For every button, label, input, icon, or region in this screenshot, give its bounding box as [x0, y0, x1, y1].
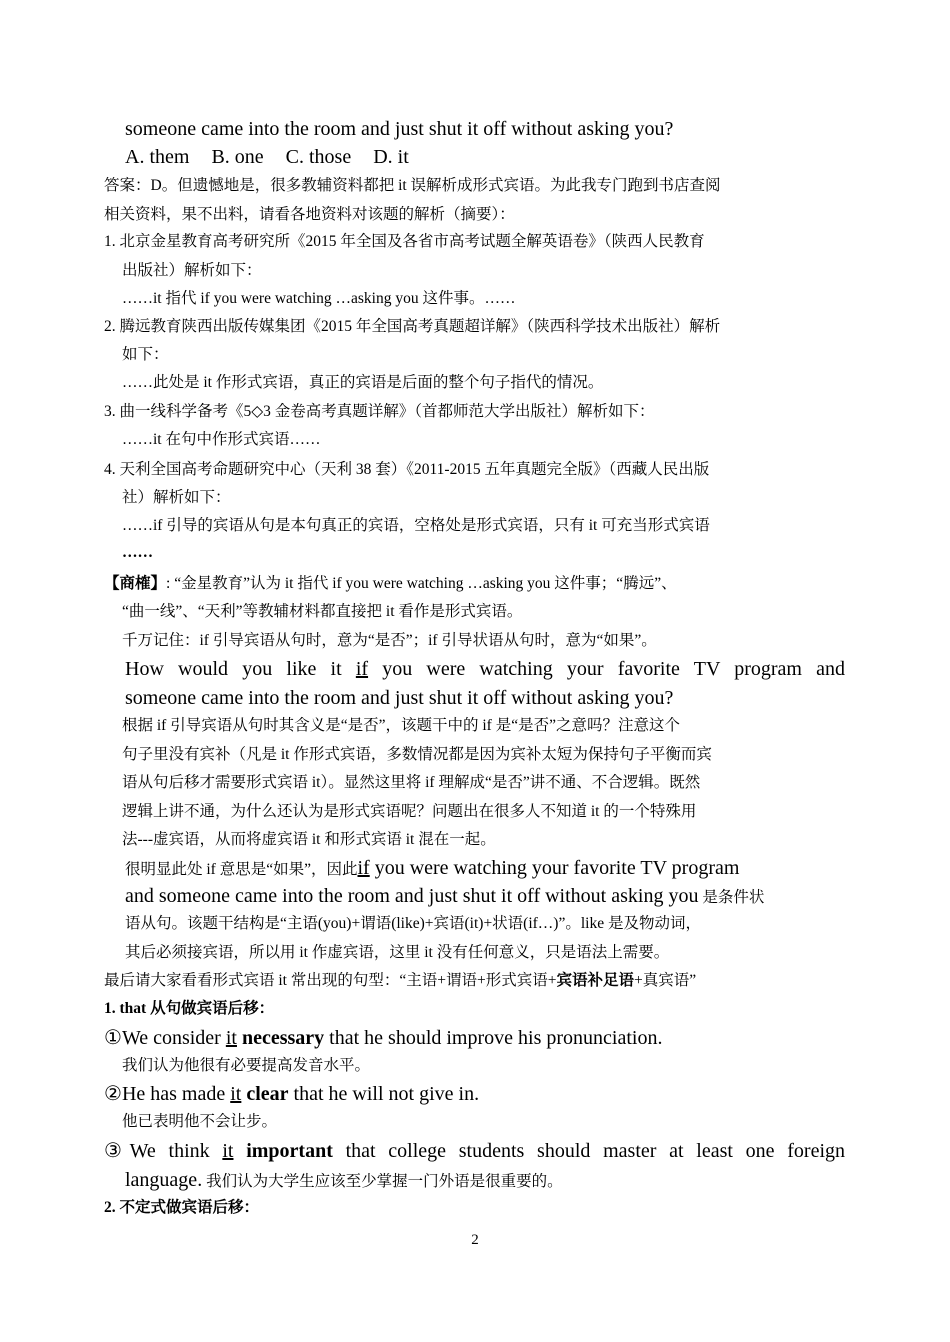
source-4-title-cont: 社）解析如下： — [122, 489, 231, 506]
source-3-quote: ……it 在句中作形式宾语…… — [122, 431, 321, 448]
source-4-quote: ……if 引导的宾语从句是本句真正的宾语，空格处是形式宾语，只有 it 可充当形式宾语 — [122, 517, 710, 534]
source-3-title: 3. 曲一线科学备考《5◇3 金卷高考真题详解》（首都师范大学出版社）解析如下： — [104, 403, 655, 420]
section-heading: 1. that 从句做宾语后移： — [104, 1000, 275, 1017]
remember-note: 千万记住：if 引导宾语从句时，意为“是否”；if 引导状语从句时，意为“如果”。 — [122, 632, 657, 649]
source-2-title-cont: 如下： — [122, 346, 169, 363]
explanation-line: and someone came into the room and just shut it off without asking you 是条件状 — [125, 885, 765, 907]
explanation-line: 句子里没有宾补（凡是 it 作形式宾语，多数情况都是因为宾补太短为保持句子平衡而宾 — [122, 746, 712, 763]
source-1-title-cont: 出版社）解析如下： — [122, 262, 262, 279]
source-1-quote: ……it 指代 if you were watching …asking you 这件事。…… — [122, 290, 516, 307]
source-4-quote-cont: …… — [122, 544, 153, 561]
explanation-line: 其后必须接宾语，所以用 it 作虚宾语，这里 it 没有任何意义，只是语法上需要。 — [125, 944, 670, 961]
example-sentence: ①We consider it necessary that he should improve his pronunciation. — [104, 1027, 663, 1049]
option-d: D. it — [373, 146, 409, 168]
example-sentence-line: someone came into the room and just shut it off without asking you? — [125, 687, 674, 709]
example-translation: 我们认为他很有必要提高发音水平。 — [122, 1057, 371, 1074]
example-translation: 他已表明他不会让步。 — [122, 1113, 278, 1130]
explanation-line: 法---虚宾语，从而将虚宾语 it 和形式宾语 it 混在一起。 — [122, 831, 496, 848]
explanation-line: 很明显此处 if 意思是“如果”，因此if you were watching your favorite TV program — [125, 857, 740, 879]
discussion-line: 【商榷】: “金星教育”认为 it 指代 if you were watching …asking you 这件事；“腾远”、 — [104, 575, 677, 592]
discussion-line: “曲一线”、“天利”等教辅材料都直接把 it 看作是形式宾语。 — [122, 603, 523, 620]
example-sentence-line: How would you like it if you were watching your favorite TV program and — [125, 658, 845, 680]
section-heading: 2. 不定式做宾语后移： — [104, 1199, 260, 1216]
answer-options — [125, 143, 431, 171]
explanation-line: 语从句。该题干结构是“主语(you)+谓语(like)+宾语(it)+状语(if…)”。like 是及物动词， — [125, 915, 701, 932]
source-1-title: 1. 北京金星教育高考研究所《2015 年全国及各省市高考试题全解英语卷》（陕西人民教育 — [104, 233, 705, 250]
source-2-quote: ……此处是 it 作形式宾语，真正的宾语是后面的整个句子指代的情况。 — [122, 374, 604, 391]
source-2-title: 2. 腾远教育陕西出版传媒集团《2015 年全国高考真题超详解》（陕西科学技术出版社）解析 — [104, 318, 721, 335]
source-4-title: 4. 天利全国高考命题研究中心（天利 38 套）《2011-2015 五年真题完全版》（西藏人民出版 — [104, 461, 710, 478]
option-b: B. one — [211, 146, 264, 168]
example-sentence: ②He has made it clear that he will not give in. — [104, 1083, 480, 1105]
option-c: C. those — [285, 146, 352, 168]
explanation-line: 逻辑上讲不通，为什么还认为是形式宾语呢？问题出在很多人不知道 it 的一个特殊用 — [122, 803, 697, 820]
discussion-tag: 【商榷】 — [104, 575, 167, 592]
option-a: A. them — [125, 146, 190, 168]
example-translation: language. 我们认为大学生应该至少掌握一门外语是很重要的。 — [125, 1169, 563, 1191]
page-number: 2 — [471, 1232, 479, 1248]
summary-line: 最后请大家看看形式宾语 it 常出现的句型：“主语+谓语+形式宾语+宾语补足语+真宾语” — [104, 972, 697, 989]
answer-line: 答案：D。但遗憾地是，很多教辅资料都把 it 误解析成形式宾语。为此我专门跑到书店查阅 — [104, 177, 721, 194]
explanation-line: 语从句后移才需要形式宾语 it）。显然这里将 if 理解成“是否”讲不通、不合逻辑。既然 — [122, 774, 701, 791]
question-text-line: someone came into the room and just shut it off without asking you? — [125, 118, 674, 140]
explanation-line: 根据 if 引导宾语从句时其含义是“是否”，该题干中的 if 是“是否”之意吗？注意这个 — [122, 717, 680, 734]
answer-line: 相关资料，果不出料，请看各地资料对该题的解析（摘要）： — [104, 206, 515, 223]
example-sentence: ③We think it important that college students should master at least one foreign — [104, 1140, 845, 1162]
